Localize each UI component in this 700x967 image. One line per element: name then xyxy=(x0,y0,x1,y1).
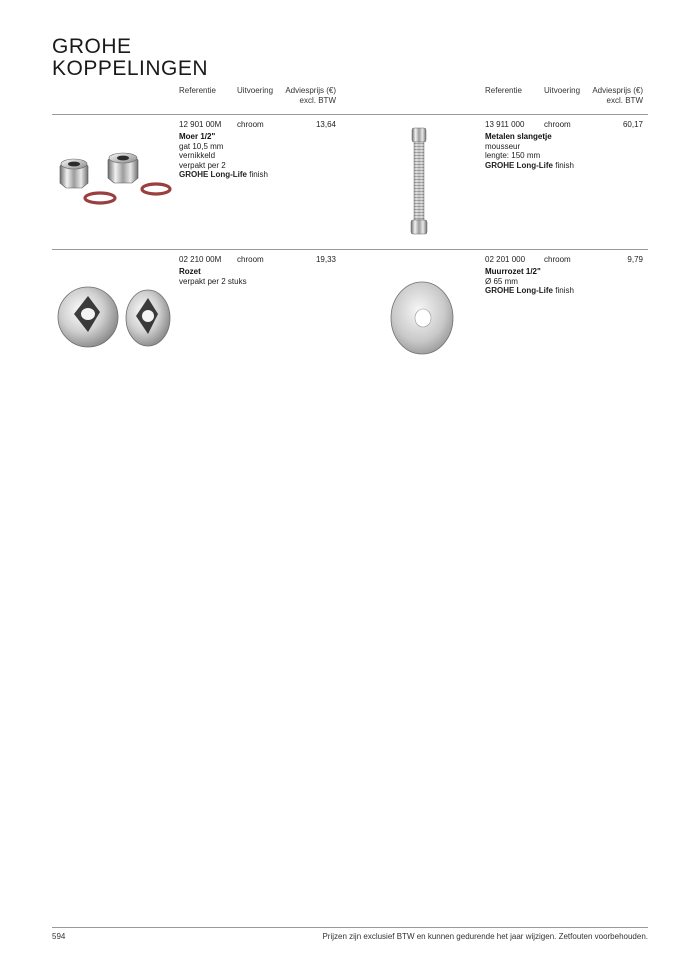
col-header-referentie-right: Referentie xyxy=(485,86,522,95)
rosette-icon xyxy=(56,284,176,350)
product-reference: 12 901 00M xyxy=(179,120,222,129)
product-price: 9,79 xyxy=(627,255,643,264)
product-name: Metalen slangetje xyxy=(485,132,552,141)
nut-fittings-icon xyxy=(52,150,177,208)
product-detail: mousseur xyxy=(485,141,521,151)
finish-word: finish xyxy=(247,170,268,179)
col-header-referentie: Referentie xyxy=(179,86,216,95)
col-header-adviesprijs-line1: Adviesprijs (€) xyxy=(285,86,336,95)
product-reference: 02 210 00M xyxy=(179,255,222,264)
col-header-uitvoering-right: Uitvoering xyxy=(544,86,581,95)
finish-word: finish xyxy=(553,286,574,295)
col-header-adviesprijs-right-line1: Adviesprijs (€) xyxy=(592,86,643,95)
product-finish-note xyxy=(485,286,574,296)
finish-word: finish xyxy=(553,160,574,170)
product-name: Rozet xyxy=(179,267,201,276)
product-detail: verpakt per 2 xyxy=(179,160,226,170)
product-description xyxy=(179,132,268,180)
product-detail: verpakt per 2 stuks xyxy=(179,276,247,286)
finish-brand: GROHE Long-Life xyxy=(485,286,553,295)
product-name: Moer 1/2" xyxy=(179,132,216,141)
product-detail: lengte: 150 mm xyxy=(485,151,541,160)
product-description xyxy=(485,267,574,296)
product-finish-note xyxy=(179,170,268,180)
product-detail: gat 10,5 mm xyxy=(179,141,224,151)
product-finish-type: chroom xyxy=(237,255,264,264)
finish-brand: GROHE Long-Life xyxy=(179,170,247,179)
product-name: Muurrozet 1/2" xyxy=(485,267,541,276)
finish-brand: GROHE Long-Life xyxy=(485,160,553,170)
col-header-uitvoering: Uitvoering xyxy=(237,86,274,95)
product-finish-type: chroom xyxy=(544,120,571,129)
page-title xyxy=(52,36,208,80)
footer-rule xyxy=(52,927,648,928)
wall-rosette-icon xyxy=(386,280,456,356)
col-header-adviesprijs xyxy=(270,86,336,106)
header-rule xyxy=(52,114,648,115)
row-divider xyxy=(52,249,648,250)
page-title-line1: GROHE xyxy=(52,35,132,58)
product-price: 60,17 xyxy=(622,120,643,129)
metal-hose-icon xyxy=(404,126,434,238)
product-price: 19,33 xyxy=(315,255,336,264)
page-title-line2: KOPPELINGEN xyxy=(52,57,209,80)
product-reference: 13 911 000 xyxy=(485,120,525,129)
product-price: 13,64 xyxy=(315,120,336,129)
product-description xyxy=(485,132,574,170)
product-reference: 02 201 000 xyxy=(485,255,526,264)
col-header-adviesprijs-line2: excl. BTW xyxy=(299,96,336,105)
product-finish-type: chroom xyxy=(544,255,571,264)
product-finish-type: chroom xyxy=(237,120,264,129)
col-header-adviesprijs-right-line2: excl. BTW xyxy=(606,96,643,105)
product-detail: Ø 65 mm xyxy=(485,276,518,286)
col-header-adviesprijs-right xyxy=(578,86,643,106)
footer-note: Prijzen zijn exclusief BTW en kunnen gedurende het jaar wijzigen. Zetfouten voorbehouden. xyxy=(322,932,648,941)
product-detail: vernikkeld xyxy=(179,151,216,160)
product-description xyxy=(179,267,247,286)
product-finish-note xyxy=(485,161,574,171)
page-number: 594 xyxy=(52,932,66,941)
